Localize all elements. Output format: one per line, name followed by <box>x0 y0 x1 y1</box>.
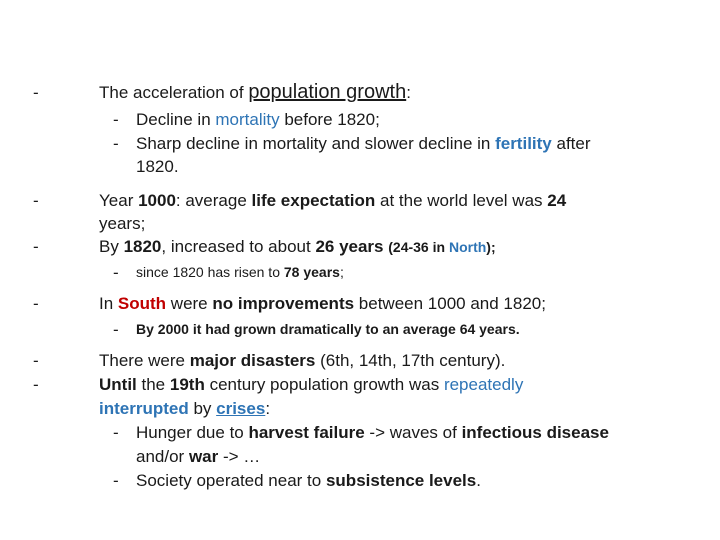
bullet-dash: - <box>33 351 39 370</box>
sub-bullet-text: Sharp decline in mortality and slower decline in fertility after <box>136 134 591 153</box>
sub-bullet-dash: - <box>113 263 119 282</box>
bullet-dash: - <box>33 375 39 394</box>
bullet-text: In South were no improvements between 1000 and 1820; <box>99 294 546 313</box>
sub-bullet-text: By 2000 it had grown dramatically to an average 64 years. <box>136 321 520 337</box>
bullet-text: By 1820, increased to about 26 years (24-36 in North); <box>99 237 496 256</box>
sub-bullet-dash: - <box>113 134 119 153</box>
bullet-dash: - <box>33 237 39 256</box>
bullet-dash: - <box>33 191 39 210</box>
sub-bullet-dash: - <box>113 320 119 339</box>
sub-bullet-dash: - <box>113 471 119 490</box>
sub-bullet-dash: - <box>113 110 119 129</box>
term-population-growth: population growth <box>248 81 407 103</box>
sub-bullet-text: Decline in mortality before 1820; <box>136 110 380 129</box>
bullet-text: The acceleration of population growth: <box>99 81 411 103</box>
sub-bullet-text: Society operated near to subsistence levels. <box>136 471 481 490</box>
bullet-dash: - <box>33 294 39 313</box>
sub-bullet-text: since 1820 has risen to 78 years; <box>136 264 344 280</box>
sub-bullet-dash: - <box>113 423 119 442</box>
bullet-dash: - <box>33 83 39 102</box>
bullet-text: There were major disasters (6th, 14th, 17th century). <box>99 351 506 370</box>
bullet-text: Year 1000: average life expectation at the world level was 24 <box>99 191 567 210</box>
slide-body: - The acceleration of population growth: - Decline in mortality before 1820; - Sharp decline in mortality and slower decline in fertility after 1820. - Year 1000: average life expectation at the world level was 24 years; - By 1820, increased to about 26 years (24-36 in North); - since 1820 has risen to 78 years; - In South were no improvements between 1000 and 1820; - By 2000 it had grown dramatically to an average 64 years. - There were major disasters (6th, 14th, 17th century). - Until the 19th century population growth was repeatedly interrupted by crises: - Hunger due to harvest failure -> waves of infectious disease and/or war -> … - Society operated near to subsistence levels. <box>33 81 609 490</box>
sub-bullet-text: Hunger due to harvest failure -> waves of infectious disease <box>136 423 609 442</box>
bullet-text: Until the 19th century population growth was repeatedly <box>99 375 524 394</box>
term-crises: crises <box>216 399 266 418</box>
